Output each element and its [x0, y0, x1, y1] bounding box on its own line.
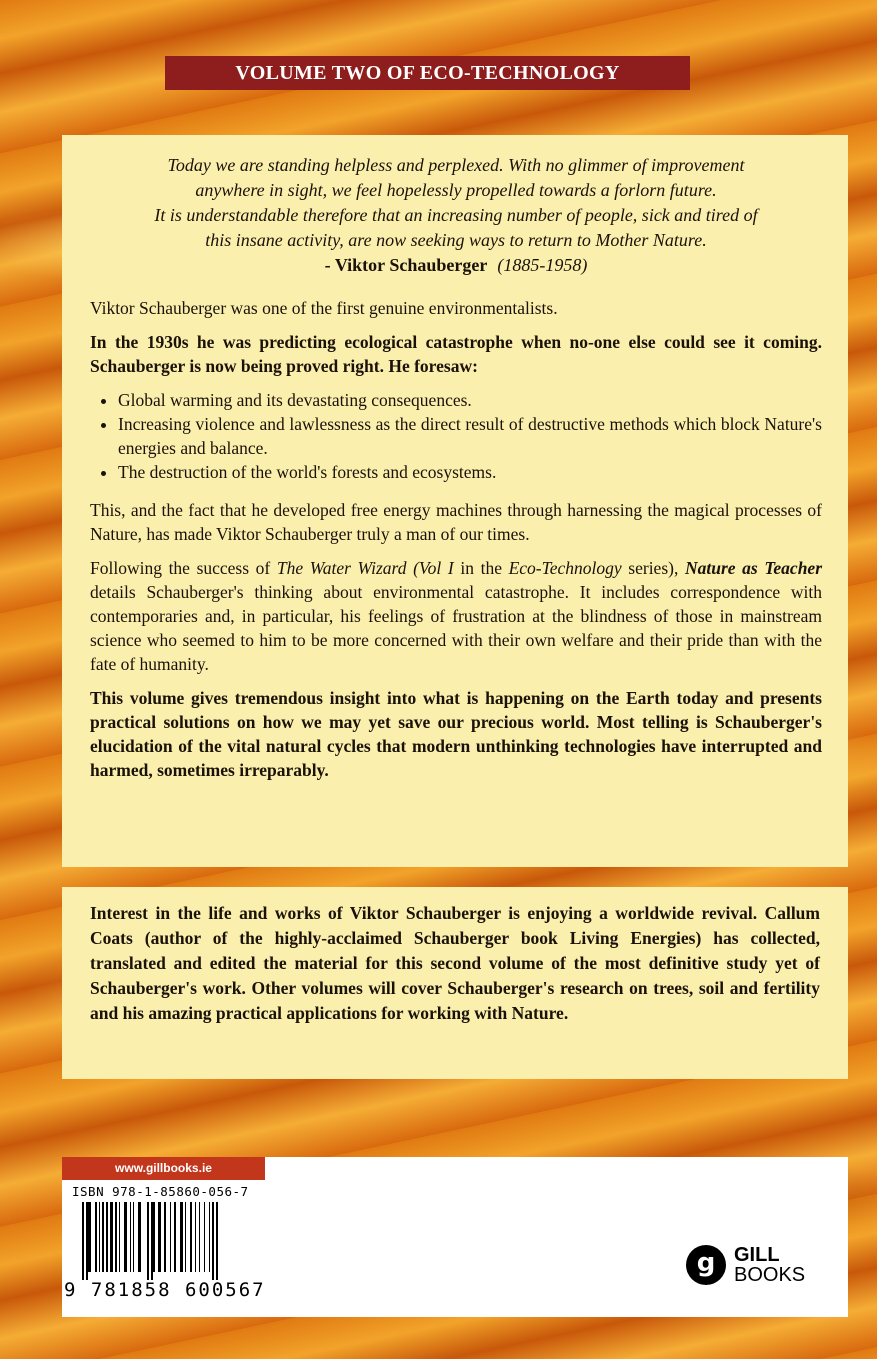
description-panel [62, 135, 848, 867]
text-run: details Schauberger's thinking about environmental catastrophe. It includes correspondence with contemporaries and, in particular, his feelings of frustration at the blindness of those in mainstream science who seemed to him to be more concerned with their own welfare and their pride than with the fate of humanity. [90, 582, 822, 674]
barcode [82, 1202, 272, 1280]
publisher-name [734, 1245, 805, 1285]
quote [90, 153, 822, 253]
barcode-bar [195, 1202, 196, 1272]
quote-attribution [90, 253, 822, 278]
series-banner: VOLUME TWO OF ECO-TECHNOLOGY [165, 56, 690, 90]
barcode-bar [180, 1202, 183, 1272]
intro-paragraph: Viktor Schauberger was one of the first genuine environmentalists. [90, 298, 558, 318]
barcode-bar [88, 1202, 91, 1272]
text-run: series), [621, 558, 685, 578]
book-title: Nature as Teacher [684, 558, 823, 578]
barcode-bar [106, 1202, 108, 1272]
barcode-bar [124, 1202, 127, 1272]
quote-line: Today we are standing helpless and perplexed. With no glimmer of improvement [167, 155, 745, 175]
barcode-bar [185, 1202, 186, 1272]
quote-line: this insane activity, are now seeking ways to return to Mother Nature. [205, 230, 707, 250]
prediction-paragraph: In the 1930s he was predicting ecological catastrophe when no-one else could see it coming. Schauberger is now being proved right. He foresaw: [90, 332, 822, 376]
gill-logo-icon: g [686, 1245, 726, 1285]
series-name: Eco-Technology [508, 558, 622, 578]
quote-line: It is understandable therefore that an increasing number of people, sick and tired of [154, 205, 758, 225]
list-item: • Increasing violence and lawlessness as the direct result of destructive methods which block Nature's energies and balance. [118, 412, 822, 460]
barcode-bar [199, 1202, 200, 1272]
about-panel [62, 887, 848, 1079]
insight-paragraph: This volume gives tremendous insight into what is happening on the Earth today and presents practical solutions on how we may yet save our precious world. Most telling is Schauberger's elucidation of the vital natural cycles that modern unthinking technologies have interrupted and harmed, sometimes irreparably. [90, 688, 822, 780]
barcode-bar [216, 1202, 218, 1280]
series-paragraph [90, 556, 822, 676]
isbn-label: ISBN 978-1-85860-056-7 [72, 1184, 249, 1199]
book-title: The Water Wizard (Vol I [276, 558, 454, 578]
barcode-number: 9 781858 600567 [64, 1279, 266, 1301]
publisher-line1: GILL [734, 1244, 780, 1266]
list-item: • The destruction of the world's forests and ecosystems. [118, 460, 822, 484]
barcode-bar [133, 1202, 134, 1272]
barcode-bar [158, 1202, 161, 1272]
barcode-bar [138, 1202, 141, 1272]
barcode-bar [130, 1202, 131, 1272]
barcode-bar [82, 1202, 84, 1280]
barcode-bar [209, 1202, 210, 1272]
barcode-bar [95, 1202, 97, 1272]
barcode-bar [147, 1202, 149, 1280]
barcode-bar [190, 1202, 192, 1272]
barcode-bar [102, 1202, 104, 1272]
text-run: Following the success of [90, 558, 277, 578]
barcode-bar [174, 1202, 176, 1272]
barcode-area [62, 1157, 848, 1317]
text-run: in the [453, 558, 509, 578]
barcode-bar [164, 1202, 166, 1272]
barcode-bar [86, 1202, 88, 1280]
quote-line: anywhere in sight, we feel hopelessly propelled towards a forlorn future. [195, 180, 717, 200]
barcode-bar [153, 1202, 155, 1272]
about-text: Interest in the life and works of Viktor Schauberger is enjoying a worldwide revival. Callum Coats (author of the highly-acclaimed Schauberger book Living Energies) has collected, translated and edited the material for this second volume of the most definitive study yet of Schauberger's work. Other volumes will cover Schauberger's research on trees, soil and fertility and his amazing practical applications for working with Nature. [90, 903, 820, 1023]
barcode-bar [119, 1202, 120, 1272]
publisher-line2: BOOKS [734, 1264, 806, 1286]
website-label[interactable]: www.gillbooks.ie [62, 1157, 265, 1180]
foresight-list [90, 388, 822, 484]
quote-years: (1885-1958) [497, 255, 588, 275]
barcode-bar [110, 1202, 113, 1272]
barcode-bar [204, 1202, 205, 1272]
barcode-bar [99, 1202, 100, 1272]
quote-author: - Viktor Schauberger [324, 255, 488, 275]
barcode-bar [212, 1202, 214, 1280]
energy-paragraph: This, and the fact that he developed free energy machines through harnessing the magical processes of Nature, has made Viktor Schauberger truly a man of our times. [90, 500, 822, 544]
list-item: • Global warming and its devastating consequences. [118, 388, 822, 412]
barcode-bar [151, 1202, 153, 1280]
barcode-bar [170, 1202, 171, 1272]
barcode-bar [115, 1202, 117, 1272]
